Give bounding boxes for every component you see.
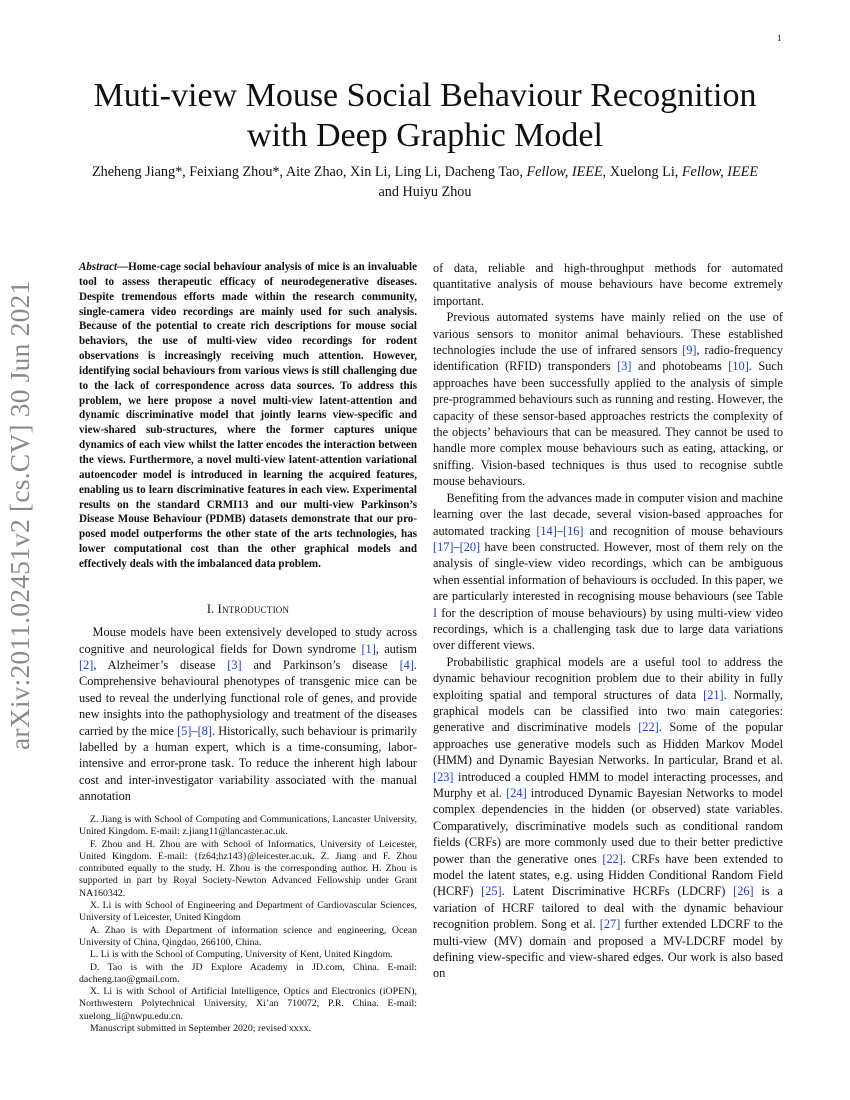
citation-link[interactable]: [22] [602,851,623,866]
text: . Such approaches have been successfully applied to the analysis of simple pre-programmed behaviours such as running and resting. However, the capacity of these sensor-based approaches restricts the complexity of the objects’ behaviours that can be measured. They cannot be used to handle more complex mouse behaviours such as eating, attacking, or sniffing. Vision-based techniques is thus used to recognise subtle mouse behaviours. [433,359,783,489]
text: . Latent Discriminative HCRFs (LDCRF) [501,884,734,899]
text: . CRFs have been extended to model the latent states, e.g. using Hidden Conditional Random Field (HCRF) [433,851,783,899]
text: introduced Dynamic Bayesian Networks to model complex dependencies in the hidden (or observed) state variables. Comparatively, discriminative models such as conditional random fields (CRFs) are more commonly used due to their better predictive power than the generative ones [433,786,784,866]
text: Previous automated systems have mainly relied on the use of various sensors to monitor animal behaviours. These established technologies include the use of infrared sensors [433,310,783,358]
abstract-dash: — [117,261,129,273]
text: . Some of the popular approaches use generative models such as Hidden Markov Model (HMM) and Dynamic Bayesian Networks. In particular, Brand et al. [433,720,783,768]
citation-link[interactable]: [3] [617,359,632,374]
citation-link[interactable]: [23] [433,769,454,784]
citation-link[interactable]: [10] [728,359,749,374]
abstract-text: Home-cage social behaviour analysis of mice is an invaluable tool to assess therapeutic efficacy of neurodegenerative diseases. Despite tremendous efforts made within the research community, single-camera video recordings are mainly used for such analysis. Because of the potential to create rich descriptions for mouse social behaviors, the use of multi-view video recordings for rodent observations is increasingly receiving much attention. However, identifying social behaviours from various views is still challenging due to the lack of correspondence across data sources. To address this problem, we here propose a novel multi-view latent-attention and dynamic discriminative model that jointly learns view-specific and view-shared sub-structures, where the former captures unique dynamics of each view whilst the latter encodes the interaction between the views. Furthermore, a novel multi-view latent-attention variational autoencoder model is introduced in learning the acquired features, enabling us to learn discriminative features in each view. Experimental results on the standard CRMI13 and our multi-view Parkinson’s Disease Mouse Behaviour (PDMB) datasets demonstrate that our proposed model outperforms the other state of the arts technologies, has lower computational cost than the other graphical models and effectively deals with the imbalanced data problem. [79,261,417,570]
author-affiliation-footnotes [79,814,417,1035]
citation-link[interactable]: [4] [399,657,414,672]
author-list [90,162,760,202]
intro-paragraph-2 [433,309,783,489]
text: Probabilistic graphical models are a useful tool to address the dynamic behaviour recognition problem due to their ability in fully exploiting spatial and temporal structures of data [433,654,783,702]
authors-text: and Huiyu Zhou [378,184,472,200]
text: – [556,523,563,538]
page-number: 1 [777,33,782,43]
title-line-1: Muti-view Mouse Social Behaviour Recognition [93,77,757,114]
text: Benefiting from the advances made in computer vision and machine learning over the last decade, several vision-based approaches for automated tracking [433,490,783,538]
table-reference-link[interactable]: I [433,605,438,620]
abstract-label: Abstract [79,261,118,273]
footnote: L. Li is with the School of Computing, University of Kent, United Kingdom. [89,949,393,961]
citation-link[interactable]: [16] [562,523,584,538]
right-column [433,260,783,982]
citation-link[interactable]: [24] [506,786,527,800]
footnote: X. Li is with School of Engineering and Department of Cardiovascular Sciences, University of Leicester, United Kingdom [79,900,417,924]
text: and Parkinson’s disease [241,657,400,672]
intro-paragraph-4 [433,654,783,982]
citation-link[interactable]: [27] [599,917,621,932]
authors-text: Zheheng Jiang*, Feixiang Zhou*, Aite Zhao, Xin Li, Ling Li, Dacheng Tao, [91,164,527,180]
footnote: Z. Jiang is with School of Computing and Communications, Lancaster University, United Kingdom. E-mail: z.jiang11@lancaster.ac.uk. [79,814,417,838]
text: – [453,539,460,554]
paper-title [60,76,790,156]
text: Mouse models have been extensively developed to study across cognitive and neurological fields for Down syndrome [79,625,417,656]
citation-link[interactable]: [1] [361,641,376,656]
title-line-2: with Deep Graphic Model [247,117,603,154]
citation-link[interactable]: [20] [459,539,481,554]
intro-paragraph-3 [433,490,783,654]
footnote: A. Zhao is with Department of information science and engineering, Ocean University of China, Qingdao, 266100, China. [79,924,417,948]
text: introduced a coupled HMM to model interacting processes, and Murphy et al. [433,769,783,800]
citation-link[interactable]: [17] [433,539,454,554]
section-heading-introduction [79,601,417,617]
text: , autism [375,641,417,656]
citation-link[interactable]: [21] [703,687,724,702]
section-number: I. [206,601,218,616]
text: . Normally, graphical models can be classified into two main categories: generative and discriminative models [433,687,783,735]
intro-paragraph-1 [79,624,417,804]
abstract [79,260,417,572]
section-title: Introduction [217,601,290,616]
fellow-title: Fellow, IEEE [526,164,603,180]
text: – [191,723,198,738]
citation-link[interactable]: [14] [536,523,557,538]
citation-link[interactable]: [25] [481,884,502,899]
left-column [79,260,417,805]
citation-link[interactable]: [8] [197,723,212,738]
footnote: X. Li is with School of Artificial Intelligence, Optics and Electronics (iOPEN), Northwestern Polytechnical University, Xi’an 710072, P.R. China. E-mail: xuelong_li@nwpu.edu.cn. [79,986,417,1022]
footnote: D. Tao is with the JD Explore Academy in JD.com, China. E-mail: dacheng.tao@gmail.com. [79,961,417,985]
citation-link[interactable]: [9] [682,343,697,358]
citation-link[interactable]: [2] [79,657,94,672]
fellow-title: Fellow, IEEE [681,164,759,180]
arxiv-identifier-stamp[interactable]: arXiv:2011.02451v2 [cs.CV] 30 Jun 2021 [4,280,35,750]
citation-link[interactable]: [3] [227,657,242,672]
footnote: F. Zhou and H. Zhou are with School of Informatics, University of Leicester, United Kingdom. E-mail: {fz64;hz143}@leicester.ac.uk. Z. Jiang and F. Zhou contributed equally to the study. H. Zhou is the corresponding author. H. Zhou is supported in part by Royal Society-Newton Advanced Fellowship under Grant NA160342. [79,838,417,899]
text: . Comprehensive behavioural phenotypes of transgenic mice can be used to reveal the underlying functional role of genes, and provide new insights into the pathophysiology and treatment of the diseases carried by the mice [79,657,417,738]
intro-paragraph-1-continued: of data, reliable and high-throughput methods for automated quantitative analysis of mouse behaviours have become extremely important. [433,261,783,308]
authors-text: , Xuelong Li, [602,164,682,180]
text: is a variation of HCRF tailored to deal with the dynamic behaviour recognition problem. Song et al. [433,884,783,932]
text: further extended LDCRF to the multi-view (MV) domain and proposed a MV-LDCRF model by defining view-specific and view-shared edges. Our work is also based on [433,917,783,981]
citation-link[interactable]: [22] [638,720,659,735]
text: and photobeams [631,359,729,374]
text: , Alzheimer’s disease [93,657,228,672]
text: have been constructed. However, most of them rely on the analysis of single-view video recordings, which can be ambiguous when essential information of behaviours is occluded. In this paper, we are particularly interested in recognising mouse behaviours (see Table [433,539,783,604]
text: , radio-frequency identification (RFID) transponders [433,343,783,374]
footnote: Manuscript submitted in September 2020; revised xxxx. [89,1023,312,1035]
citation-link[interactable]: [26] [733,884,754,899]
citation-link[interactable]: [5] [177,723,192,738]
text: for the description of mouse behaviours) by using multi-view video recordings, which is a challenging task due to large data variations over different views. [433,605,783,653]
text: and recognition of mouse behaviours [583,523,784,538]
text: . Historically, such behaviour is primarily labelled by a human expert, which is a time-consuming, labor-intensive and error-prone task. To reduce the inherent high labour cost and inter-investigator variability associated with the manual annotation [79,723,417,804]
